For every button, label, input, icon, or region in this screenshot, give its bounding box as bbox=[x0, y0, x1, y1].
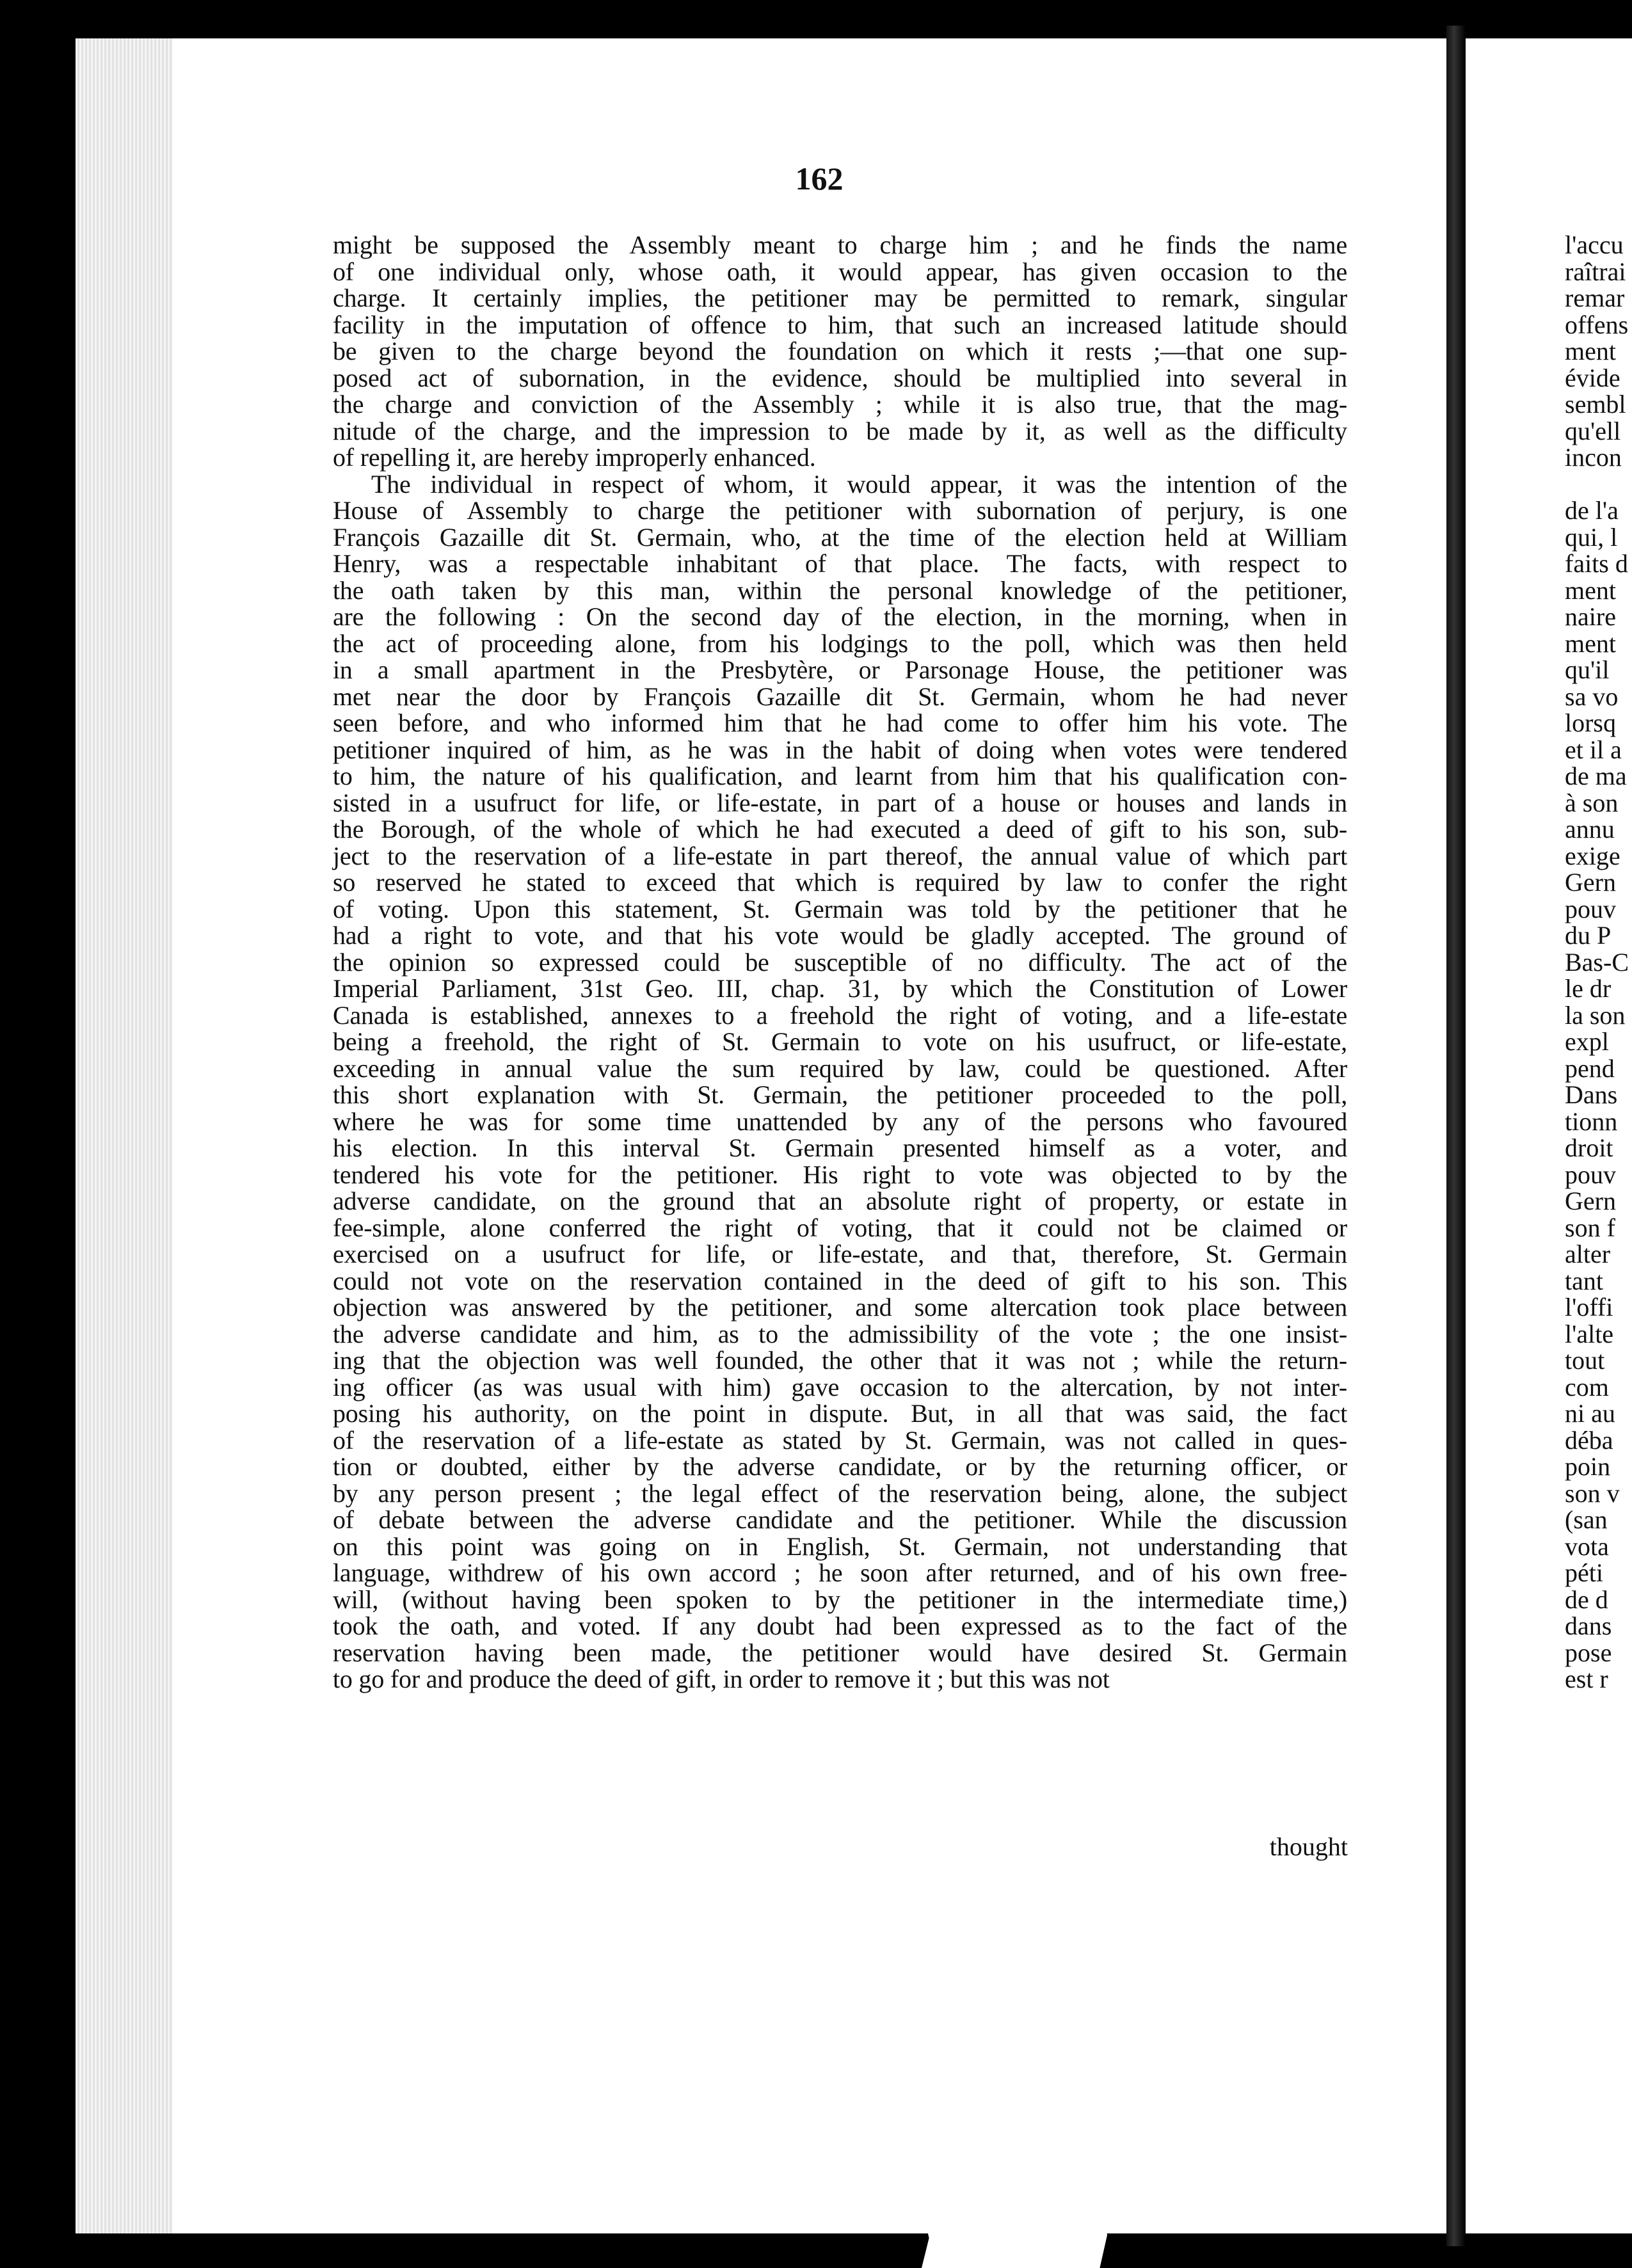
facing-text-line: Bas-C bbox=[1565, 947, 1629, 977]
facing-text-line: raîtrai bbox=[1565, 257, 1626, 286]
text-line: be given to the charge beyond the foundation on which it rests ;—that one sup- bbox=[333, 337, 1347, 365]
text-line: so reserved he stated to exceed that which is required by law to confer the right bbox=[333, 868, 1347, 897]
text-line: sisted in a usufruct for life, or life-estate, in part of a house or houses and lands in bbox=[333, 788, 1347, 817]
text-line: where he was for some time unattended by any of the persons who favoured bbox=[333, 1106, 1347, 1136]
text-line: are the following : On the second day of the election, in the morning, when in bbox=[333, 602, 1347, 631]
facing-text-line: tionn bbox=[1565, 1106, 1618, 1136]
facing-text-line: évide bbox=[1565, 363, 1620, 392]
facing-text-line: péti bbox=[1565, 1558, 1603, 1587]
text-line: petitioner inquired of him, as he was in the habit of doing when votes were tendered bbox=[333, 735, 1347, 764]
facing-text-line: tant bbox=[1565, 1266, 1603, 1295]
facing-text-line: l'accu bbox=[1565, 232, 1624, 259]
text-line: objection was answered by the petitioner, and some altercation took place between bbox=[333, 1293, 1347, 1322]
facing-text-line: faits d bbox=[1565, 549, 1628, 578]
facing-text-line: l'alte bbox=[1565, 1319, 1614, 1348]
facing-text-line: de d bbox=[1565, 1585, 1608, 1614]
facing-text-line: droit bbox=[1565, 1133, 1613, 1162]
text-line: on this point was going on in English, St. Germain, not understanding that bbox=[333, 1531, 1347, 1561]
facing-text-line: naire bbox=[1565, 602, 1616, 631]
text-line: ing that the objection was well founded, the other that it was not ; while the return- bbox=[333, 1346, 1347, 1375]
text-line: met near the door by François Gazaille dit St. Germain, whom he had never bbox=[333, 682, 1347, 711]
text-line: House of Assembly to charge the petitioner with subornation of perjury, is one bbox=[333, 496, 1347, 525]
text-line: could not vote on the reservation contained in the deed of gift to his son. This bbox=[333, 1266, 1347, 1295]
text-line: exercised on a usufruct for life, or life-estate, and that, therefore, St. Germain bbox=[333, 1240, 1347, 1268]
text-line: of voting. Upon this statement, St. Germain was told by the petitioner that he bbox=[333, 894, 1347, 923]
facing-text-line: pouv bbox=[1565, 894, 1616, 923]
text-line: the Borough, of the whole of which he had executed a deed of gift to his son, sub- bbox=[333, 815, 1347, 843]
text-line: to go for and produce the deed of gift, in order to remove it ; but this was not bbox=[333, 1665, 1110, 1693]
text-line: the charge and conviction of the Assembly ; while it is also true, that the mag- bbox=[333, 390, 1347, 419]
text-line: by any person present ; the legal effect of the reservation being, alone, the subject bbox=[333, 1478, 1347, 1508]
text-line: the act of proceeding alone, from his lodgings to the poll, which was then held bbox=[333, 628, 1347, 658]
facing-text-line: qu'ell bbox=[1565, 416, 1621, 445]
facing-text-line: ni au bbox=[1565, 1399, 1615, 1428]
text-line: adverse candidate, on the ground that an absolute right of property, or estate in bbox=[333, 1186, 1347, 1215]
text-line: posed act of subornation, in the evidence, should be multiplied into several in bbox=[333, 363, 1347, 392]
facing-text-line: expl bbox=[1565, 1027, 1609, 1056]
text-line: tion or doubted, either by the adverse candidate, or by the returning officer, or bbox=[333, 1452, 1347, 1481]
text-line: fee-simple, alone conferred the right of voting, that it could not be claimed or bbox=[333, 1213, 1347, 1242]
facing-text-line: annu bbox=[1565, 815, 1615, 843]
facing-text-line: est r bbox=[1565, 1665, 1608, 1693]
facing-text-line: du P bbox=[1565, 921, 1612, 950]
torn-paper-fragment bbox=[922, 2118, 1107, 2268]
text-line: the opinion so expressed could be susceptible of no difficulty. The act of the bbox=[333, 947, 1347, 977]
text-line: Henry, was a respectable inhabitant of that place. The facts, with respect to bbox=[333, 549, 1347, 578]
facing-text-line: la son bbox=[1565, 1000, 1626, 1030]
facing-text-line: son v bbox=[1565, 1478, 1620, 1508]
text-line: of debate between the adverse candidate and the petitioner. While the discussion bbox=[333, 1505, 1347, 1534]
facing-page-text bbox=[1565, 232, 1632, 1693]
text-line: The individual in respect of whom, it would appear, it was the intention of the bbox=[371, 469, 1347, 499]
text-line: might be supposed the Assembly meant to charge him ; and he finds the name bbox=[333, 230, 1347, 259]
facing-text-line: sembl bbox=[1565, 390, 1626, 419]
facing-text-line: exige bbox=[1565, 841, 1620, 870]
text-line: being a freehold, the right of St. Germain to vote on his usufruct, or life-estate, bbox=[333, 1027, 1347, 1056]
facing-text-line: ment bbox=[1565, 628, 1616, 658]
facing-text-line: Dans bbox=[1565, 1080, 1618, 1109]
facing-text-line: pouv bbox=[1565, 1160, 1616, 1189]
text-line: exceeding in annual value the sum required by law, could be questioned. After bbox=[333, 1053, 1347, 1083]
facing-text-line: pose bbox=[1565, 1638, 1612, 1667]
facing-text-line: incon bbox=[1565, 443, 1622, 472]
text-line: will, (without having been spoken to by the petitioner in the intermediate time,) bbox=[333, 1585, 1347, 1614]
text-line: nitude of the charge, and the impression to be made by it, as well as the difficulty bbox=[333, 416, 1347, 445]
facing-text-line: Gern bbox=[1565, 1186, 1616, 1215]
text-line: of one individual only, whose oath, it would appear, has given occasion to the bbox=[333, 257, 1347, 286]
facing-text-line: tout bbox=[1565, 1346, 1605, 1375]
page-number: 162 bbox=[795, 161, 844, 196]
facing-text-line: dans bbox=[1565, 1611, 1612, 1640]
text-line: took the oath, and voted. If any doubt had been expressed as to the fact of the bbox=[333, 1611, 1347, 1640]
page-stack-edge bbox=[76, 38, 173, 2233]
book-gutter bbox=[1446, 26, 1466, 2246]
text-line: François Gazaille dit St. Germain, who, at the time of the election held at William bbox=[333, 522, 1347, 552]
text-line: had a right to vote, and that his vote would be gladly accepted. The ground of bbox=[333, 921, 1347, 950]
facing-text-line: de l'a bbox=[1565, 496, 1619, 525]
facing-text-line: et il a bbox=[1565, 735, 1622, 764]
text-line: posing his authority, on the point in dispute. But, in all that was said, the fact bbox=[333, 1399, 1347, 1428]
facing-text-line: l'offi bbox=[1565, 1293, 1613, 1322]
text-line: reservation having been made, the petitioner would have desired St. Germain bbox=[333, 1638, 1347, 1667]
facing-text-line: le dr bbox=[1565, 974, 1612, 1003]
text-line: language, withdrew of his own accord ; he soon after returned, and of his own free- bbox=[333, 1558, 1347, 1587]
facing-text-line: remar bbox=[1565, 284, 1625, 312]
body-text bbox=[333, 232, 1347, 1693]
text-line: the oath taken by this man, within the personal knowledge of the petitioner, bbox=[333, 575, 1347, 605]
facing-text-line: com bbox=[1565, 1372, 1609, 1402]
catchword: thought bbox=[1269, 1832, 1348, 1861]
facing-text-line: déba bbox=[1565, 1425, 1613, 1455]
facing-text-line: sa vo bbox=[1565, 682, 1619, 711]
facing-text-line: son f bbox=[1565, 1213, 1615, 1242]
text-line: ing officer (as was usual with him) gave occasion to the altercation, by not inter- bbox=[333, 1372, 1347, 1402]
text-line: of the reservation of a life-estate as stated by St. Germain, was not called in ques- bbox=[333, 1425, 1347, 1455]
text-line: facility in the imputation of offence to him, that such an increased latitude should bbox=[333, 310, 1347, 339]
facing-text-line: à son bbox=[1565, 788, 1619, 817]
facing-text-line: (san bbox=[1565, 1505, 1608, 1534]
facing-text-line: lorsq bbox=[1565, 708, 1616, 737]
text-line: his election. In this interval St. Germain presented himself as a voter, and bbox=[333, 1133, 1347, 1162]
text-line: the adverse candidate and him, as to the admissibility of the vote ; the one insist- bbox=[333, 1319, 1347, 1348]
text-line: charge. It certainly implies, the petitioner may be permitted to remark, singular bbox=[333, 284, 1347, 312]
text-line: this short explanation with St. Germain, the petitioner proceeded to the poll, bbox=[333, 1080, 1347, 1109]
text-line: to him, the nature of his qualification, and learnt from him that his qualification con- bbox=[333, 762, 1347, 790]
text-line: of repelling it, are hereby improperly enhanced. bbox=[333, 443, 816, 472]
text-line: Canada is established, annexes to a freehold the right of voting, and a life-estate bbox=[333, 1000, 1347, 1030]
text-line: in a small apartment in the Presbytère, or Parsonage House, the petitioner was bbox=[333, 655, 1347, 684]
facing-text-line: ment bbox=[1565, 575, 1616, 605]
facing-text-line: qu'il bbox=[1565, 655, 1610, 684]
facing-text-line: Gern bbox=[1565, 868, 1616, 897]
facing-text-line: alter bbox=[1565, 1240, 1611, 1268]
text-line: ject to the reservation of a life-estate in part thereof, the annual value of which part bbox=[333, 841, 1347, 870]
facing-text-line: pend bbox=[1565, 1053, 1615, 1083]
text-line: tendered his vote for the petitioner. His right to vote was objected to by the bbox=[333, 1160, 1347, 1189]
facing-text-line: de ma bbox=[1565, 762, 1627, 790]
facing-text-line: qui, l bbox=[1565, 522, 1618, 552]
facing-text-line: vota bbox=[1565, 1531, 1609, 1561]
text-line: Imperial Parliament, 31st Geo. III, chap. 31, by which the Constitution of Lower bbox=[333, 974, 1347, 1003]
facing-text-line: poin bbox=[1565, 1452, 1611, 1481]
text-line: seen before, and who informed him that he had come to offer him his vote. The bbox=[333, 708, 1347, 737]
facing-text-line: offens bbox=[1565, 310, 1629, 339]
facing-text-line: ment bbox=[1565, 337, 1616, 365]
